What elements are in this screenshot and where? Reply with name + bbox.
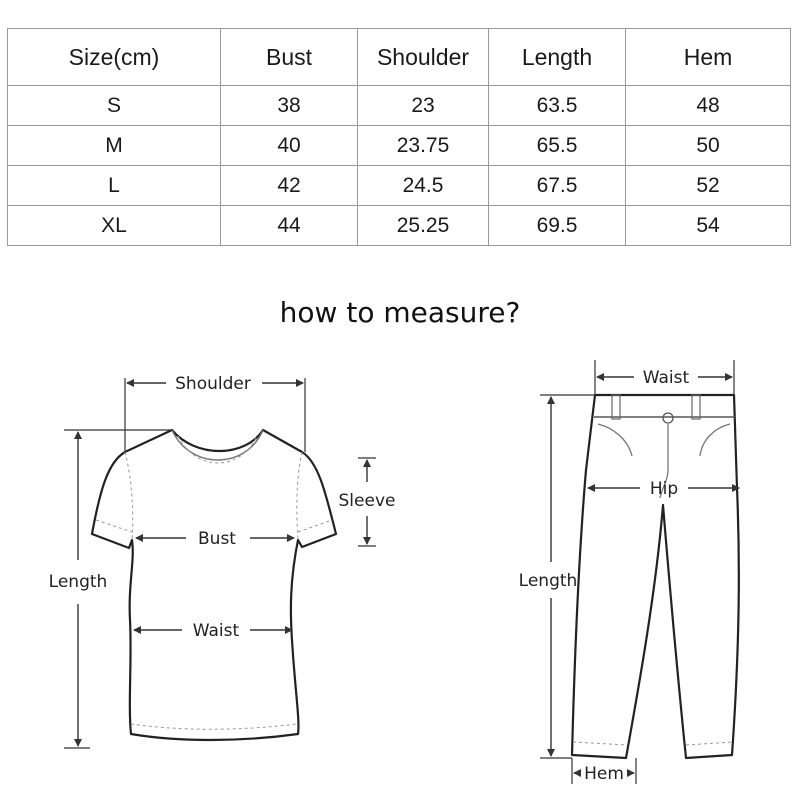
shirt-sleeve-measure bbox=[339, 458, 396, 546]
tshirt-illustration bbox=[92, 430, 336, 740]
header-length: Length bbox=[489, 29, 626, 86]
shirt-waist-label: Waist bbox=[192, 621, 240, 641]
bust-label: Bust bbox=[198, 529, 236, 549]
tshirt-hem-stitch bbox=[131, 724, 297, 729]
pants-waist-label: Waist bbox=[642, 368, 690, 388]
cell-size: L bbox=[8, 166, 221, 206]
shirt-length-label: Length bbox=[48, 572, 108, 592]
header-bust: Bust bbox=[221, 29, 358, 86]
cell-shoulder: 25.25 bbox=[358, 206, 489, 246]
pants-left-hem bbox=[573, 742, 627, 745]
sleeve-label: Sleeve bbox=[338, 491, 396, 511]
tshirt-right-cuff bbox=[298, 520, 332, 532]
tshirt-collar-stitch bbox=[178, 436, 257, 463]
pants-illustration bbox=[572, 395, 739, 758]
pants-right-pocket bbox=[700, 424, 730, 456]
pants-hip-measure bbox=[588, 479, 739, 499]
cell-bust: 40 bbox=[221, 126, 358, 166]
cell-shoulder: 24.5 bbox=[358, 166, 489, 206]
tshirt-left-cuff bbox=[96, 520, 132, 532]
cell-hem: 48 bbox=[626, 86, 791, 126]
pants-belt-loop-center bbox=[692, 395, 700, 419]
cell-length: 67.5 bbox=[489, 166, 626, 206]
pants-hem-measure bbox=[572, 758, 636, 784]
pants-belt-loop-left bbox=[612, 395, 620, 419]
cell-hem: 52 bbox=[626, 166, 791, 206]
cell-hem: 54 bbox=[626, 206, 791, 246]
hem-label: Hem bbox=[584, 764, 624, 784]
shirt-waist-measure bbox=[134, 621, 292, 641]
tshirt-collar-inner bbox=[172, 430, 263, 460]
hip-label: Hip bbox=[649, 479, 679, 499]
pants-outline bbox=[572, 395, 739, 758]
tshirt-left-sleeve-seam bbox=[125, 452, 133, 540]
cell-bust: 44 bbox=[221, 206, 358, 246]
pants-length-label: Length bbox=[518, 571, 578, 591]
cell-length: 69.5 bbox=[489, 206, 626, 246]
pants-length-measure bbox=[519, 395, 595, 758]
cell-size: XL bbox=[8, 206, 221, 246]
tshirt-outline bbox=[92, 430, 336, 740]
cell-length: 65.5 bbox=[489, 126, 626, 166]
cell-length: 63.5 bbox=[489, 86, 626, 126]
header-size: Size(cm) bbox=[8, 29, 221, 86]
how-to-measure-title: how to measure? bbox=[279, 296, 521, 329]
pants-waist-measure bbox=[595, 360, 734, 395]
cell-size: S bbox=[8, 86, 221, 126]
pants-left-pocket bbox=[598, 424, 632, 456]
cell-bust: 42 bbox=[221, 166, 358, 206]
header-hem: Hem bbox=[626, 29, 791, 86]
pants-right-hem bbox=[686, 742, 733, 745]
shirt-bust-measure bbox=[136, 529, 294, 549]
cell-bust: 38 bbox=[221, 86, 358, 126]
cell-shoulder: 23 bbox=[358, 86, 489, 126]
header-shoulder: Shoulder bbox=[358, 29, 489, 86]
cell-hem: 50 bbox=[626, 126, 791, 166]
cell-shoulder: 23.75 bbox=[358, 126, 489, 166]
tshirt-right-sleeve-seam bbox=[297, 452, 302, 540]
pants-button bbox=[663, 413, 673, 423]
shirt-length-measure bbox=[49, 430, 172, 748]
cell-size: M bbox=[8, 126, 221, 166]
shoulder-label: Shoulder bbox=[175, 374, 251, 394]
